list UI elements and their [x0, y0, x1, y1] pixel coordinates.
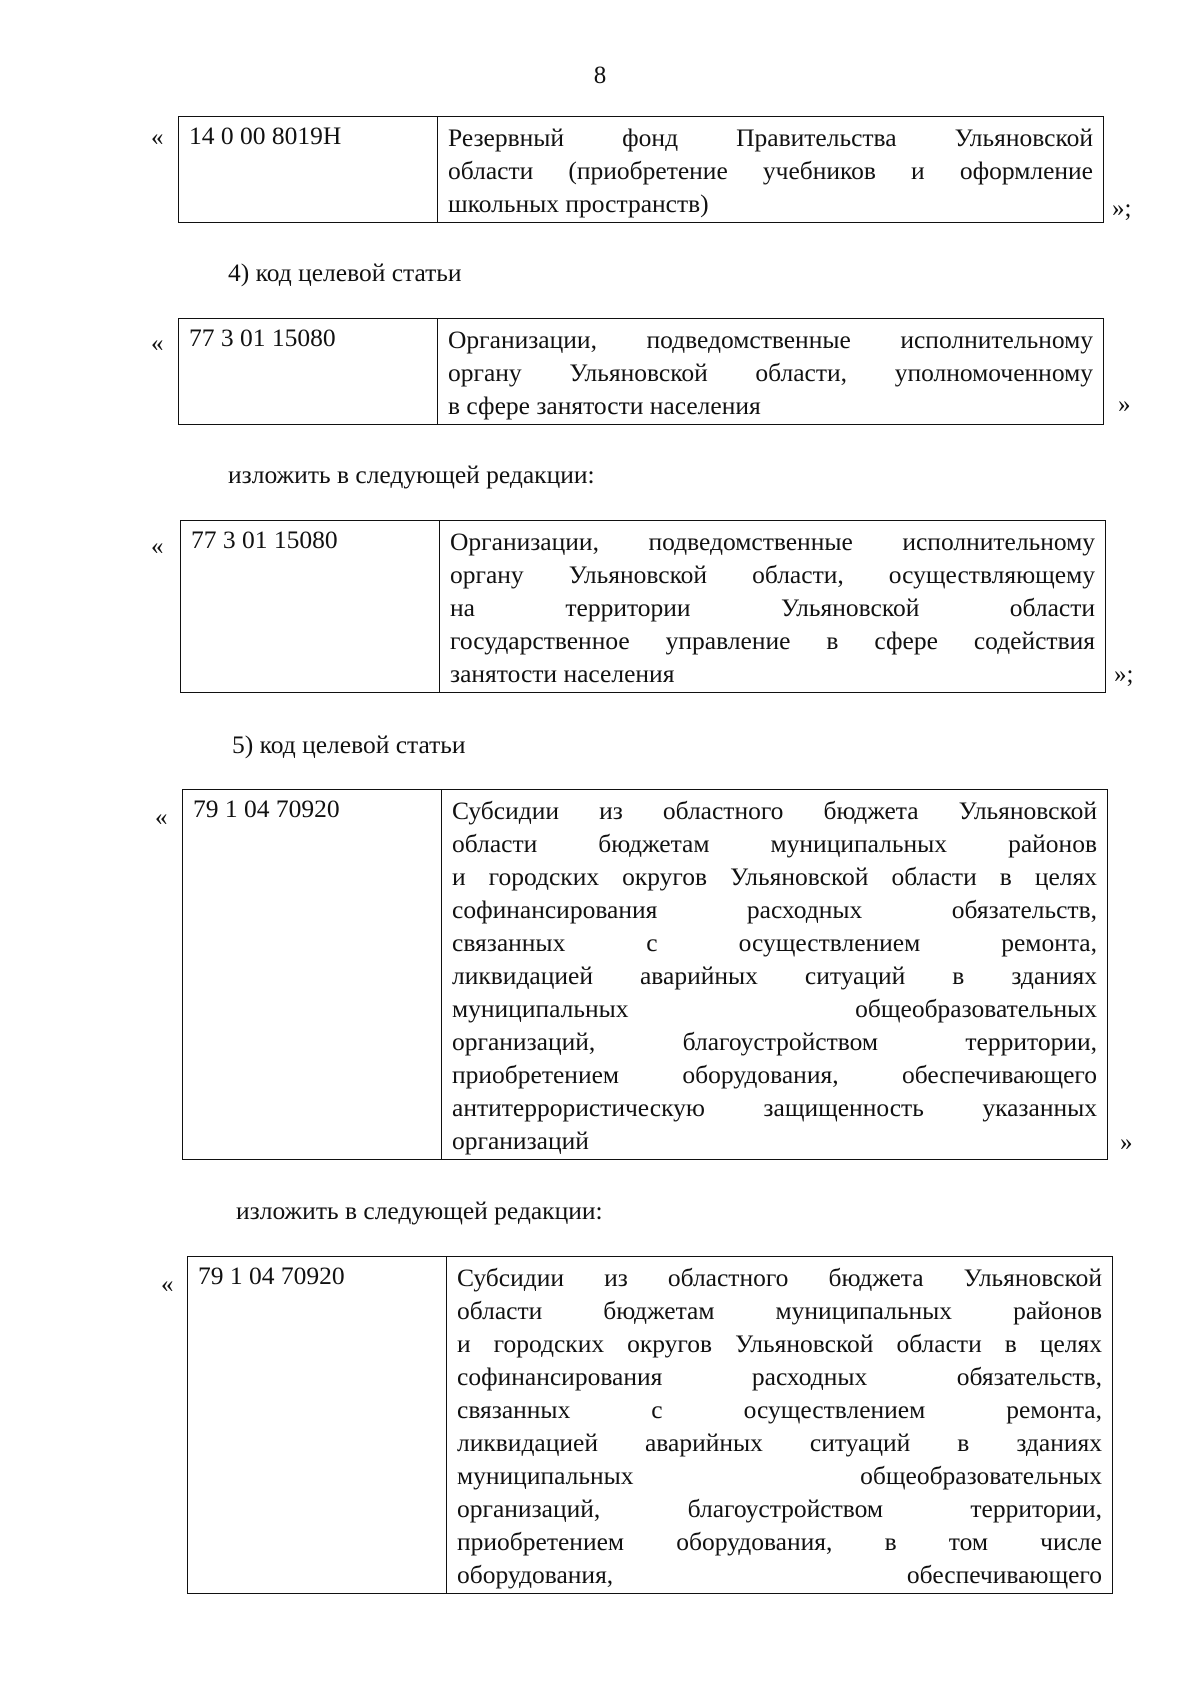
intro-text: изложить в следующей редакции:	[228, 460, 595, 489]
close-quote: »	[1118, 391, 1131, 418]
description-line: области бюджетам муниципальных районов	[457, 1296, 1102, 1325]
close-quote: »;	[1112, 195, 1132, 222]
description-line: Резервный фонд Правительства Ульяновской	[448, 123, 1093, 152]
target-code: 79 1 04 70920	[193, 794, 340, 823]
open-quote: «	[151, 330, 164, 357]
open-quote: «	[151, 533, 164, 560]
description-line: органу Ульяновской области, осуществляющему	[450, 560, 1095, 589]
intro-text: 5) код целевой статьи	[232, 730, 466, 759]
description-line: муниципальных общеобразовательных	[452, 994, 1097, 1023]
description-cell	[438, 117, 1104, 223]
description-line: области (приобретение учебников и оформление	[448, 156, 1093, 185]
code-table	[187, 1256, 1113, 1594]
target-code: 77 3 01 15080	[189, 323, 336, 352]
description-line: организаций	[452, 1126, 589, 1155]
target-code: 14 0 00 8019Н	[189, 121, 342, 150]
code-table	[178, 318, 1104, 425]
description-line: занятости населения	[450, 659, 675, 688]
description-line: организаций, благоустройством территории,	[452, 1027, 1097, 1056]
description-line: и городских округов Ульяновской области в целях	[452, 862, 1097, 891]
description-line: и городских округов Ульяновской области в целях	[457, 1329, 1102, 1358]
open-quote: «	[155, 804, 168, 831]
description-line: Субсидии из областного бюджета Ульяновской	[457, 1263, 1102, 1292]
open-quote: «	[161, 1271, 174, 1298]
intro-text: 4) код целевой статьи	[228, 258, 462, 287]
description-line: организаций, благоустройством территории,	[457, 1494, 1102, 1523]
close-quote: »;	[1114, 661, 1134, 688]
description-cell	[442, 790, 1108, 1160]
description-line: софинансирования расходных обязательств,	[457, 1362, 1102, 1391]
code-cell	[188, 1257, 447, 1594]
description-line: области бюджетам муниципальных районов	[452, 829, 1097, 858]
description-line: на территории Ульяновской области	[450, 593, 1095, 622]
close-quote: »	[1120, 1129, 1133, 1156]
code-table	[180, 520, 1106, 693]
description-line: связанных с осуществлением ремонта,	[457, 1395, 1102, 1424]
code-cell	[183, 790, 442, 1160]
description-cell	[440, 521, 1106, 693]
description-line: ликвидацией аварийных ситуаций в зданиях	[457, 1428, 1102, 1457]
target-code: 79 1 04 70920	[198, 1261, 345, 1290]
description-line: приобретением оборудования, обеспечивающего	[452, 1060, 1097, 1089]
description-line: софинансирования расходных обязательств,	[452, 895, 1097, 924]
description-line: в сфере занятости населения	[448, 391, 761, 420]
description-line: муниципальных общеобразовательных	[457, 1461, 1102, 1490]
code-table	[182, 789, 1108, 1160]
page-number: 8	[593, 62, 607, 89]
description-cell	[447, 1257, 1113, 1594]
code-table	[178, 116, 1104, 223]
code-cell	[179, 319, 438, 425]
description-cell	[438, 319, 1104, 425]
description-line: приобретением оборудования, в том числе	[457, 1527, 1102, 1556]
code-cell	[179, 117, 438, 223]
description-line: ликвидацией аварийных ситуаций в зданиях	[452, 961, 1097, 990]
target-code: 77 3 01 15080	[191, 525, 338, 554]
description-line: антитеррористическую защищенность указанных	[452, 1093, 1097, 1122]
description-line: Организации, подведомственные исполнительному	[448, 325, 1093, 354]
code-cell	[181, 521, 440, 693]
open-quote: «	[151, 124, 164, 151]
description-line: оборудования, обеспечивающего	[457, 1560, 1102, 1589]
description-line: Организации, подведомственные исполнительному	[450, 527, 1095, 556]
description-line: связанных с осуществлением ремонта,	[452, 928, 1097, 957]
description-line: Субсидии из областного бюджета Ульяновской	[452, 796, 1097, 825]
description-line: школьных пространств)	[448, 189, 709, 218]
description-line: органу Ульяновской области, уполномоченному	[448, 358, 1093, 387]
description-line: государственное управление в сфере содействия	[450, 626, 1095, 655]
intro-text: изложить в следующей редакции:	[236, 1196, 603, 1225]
